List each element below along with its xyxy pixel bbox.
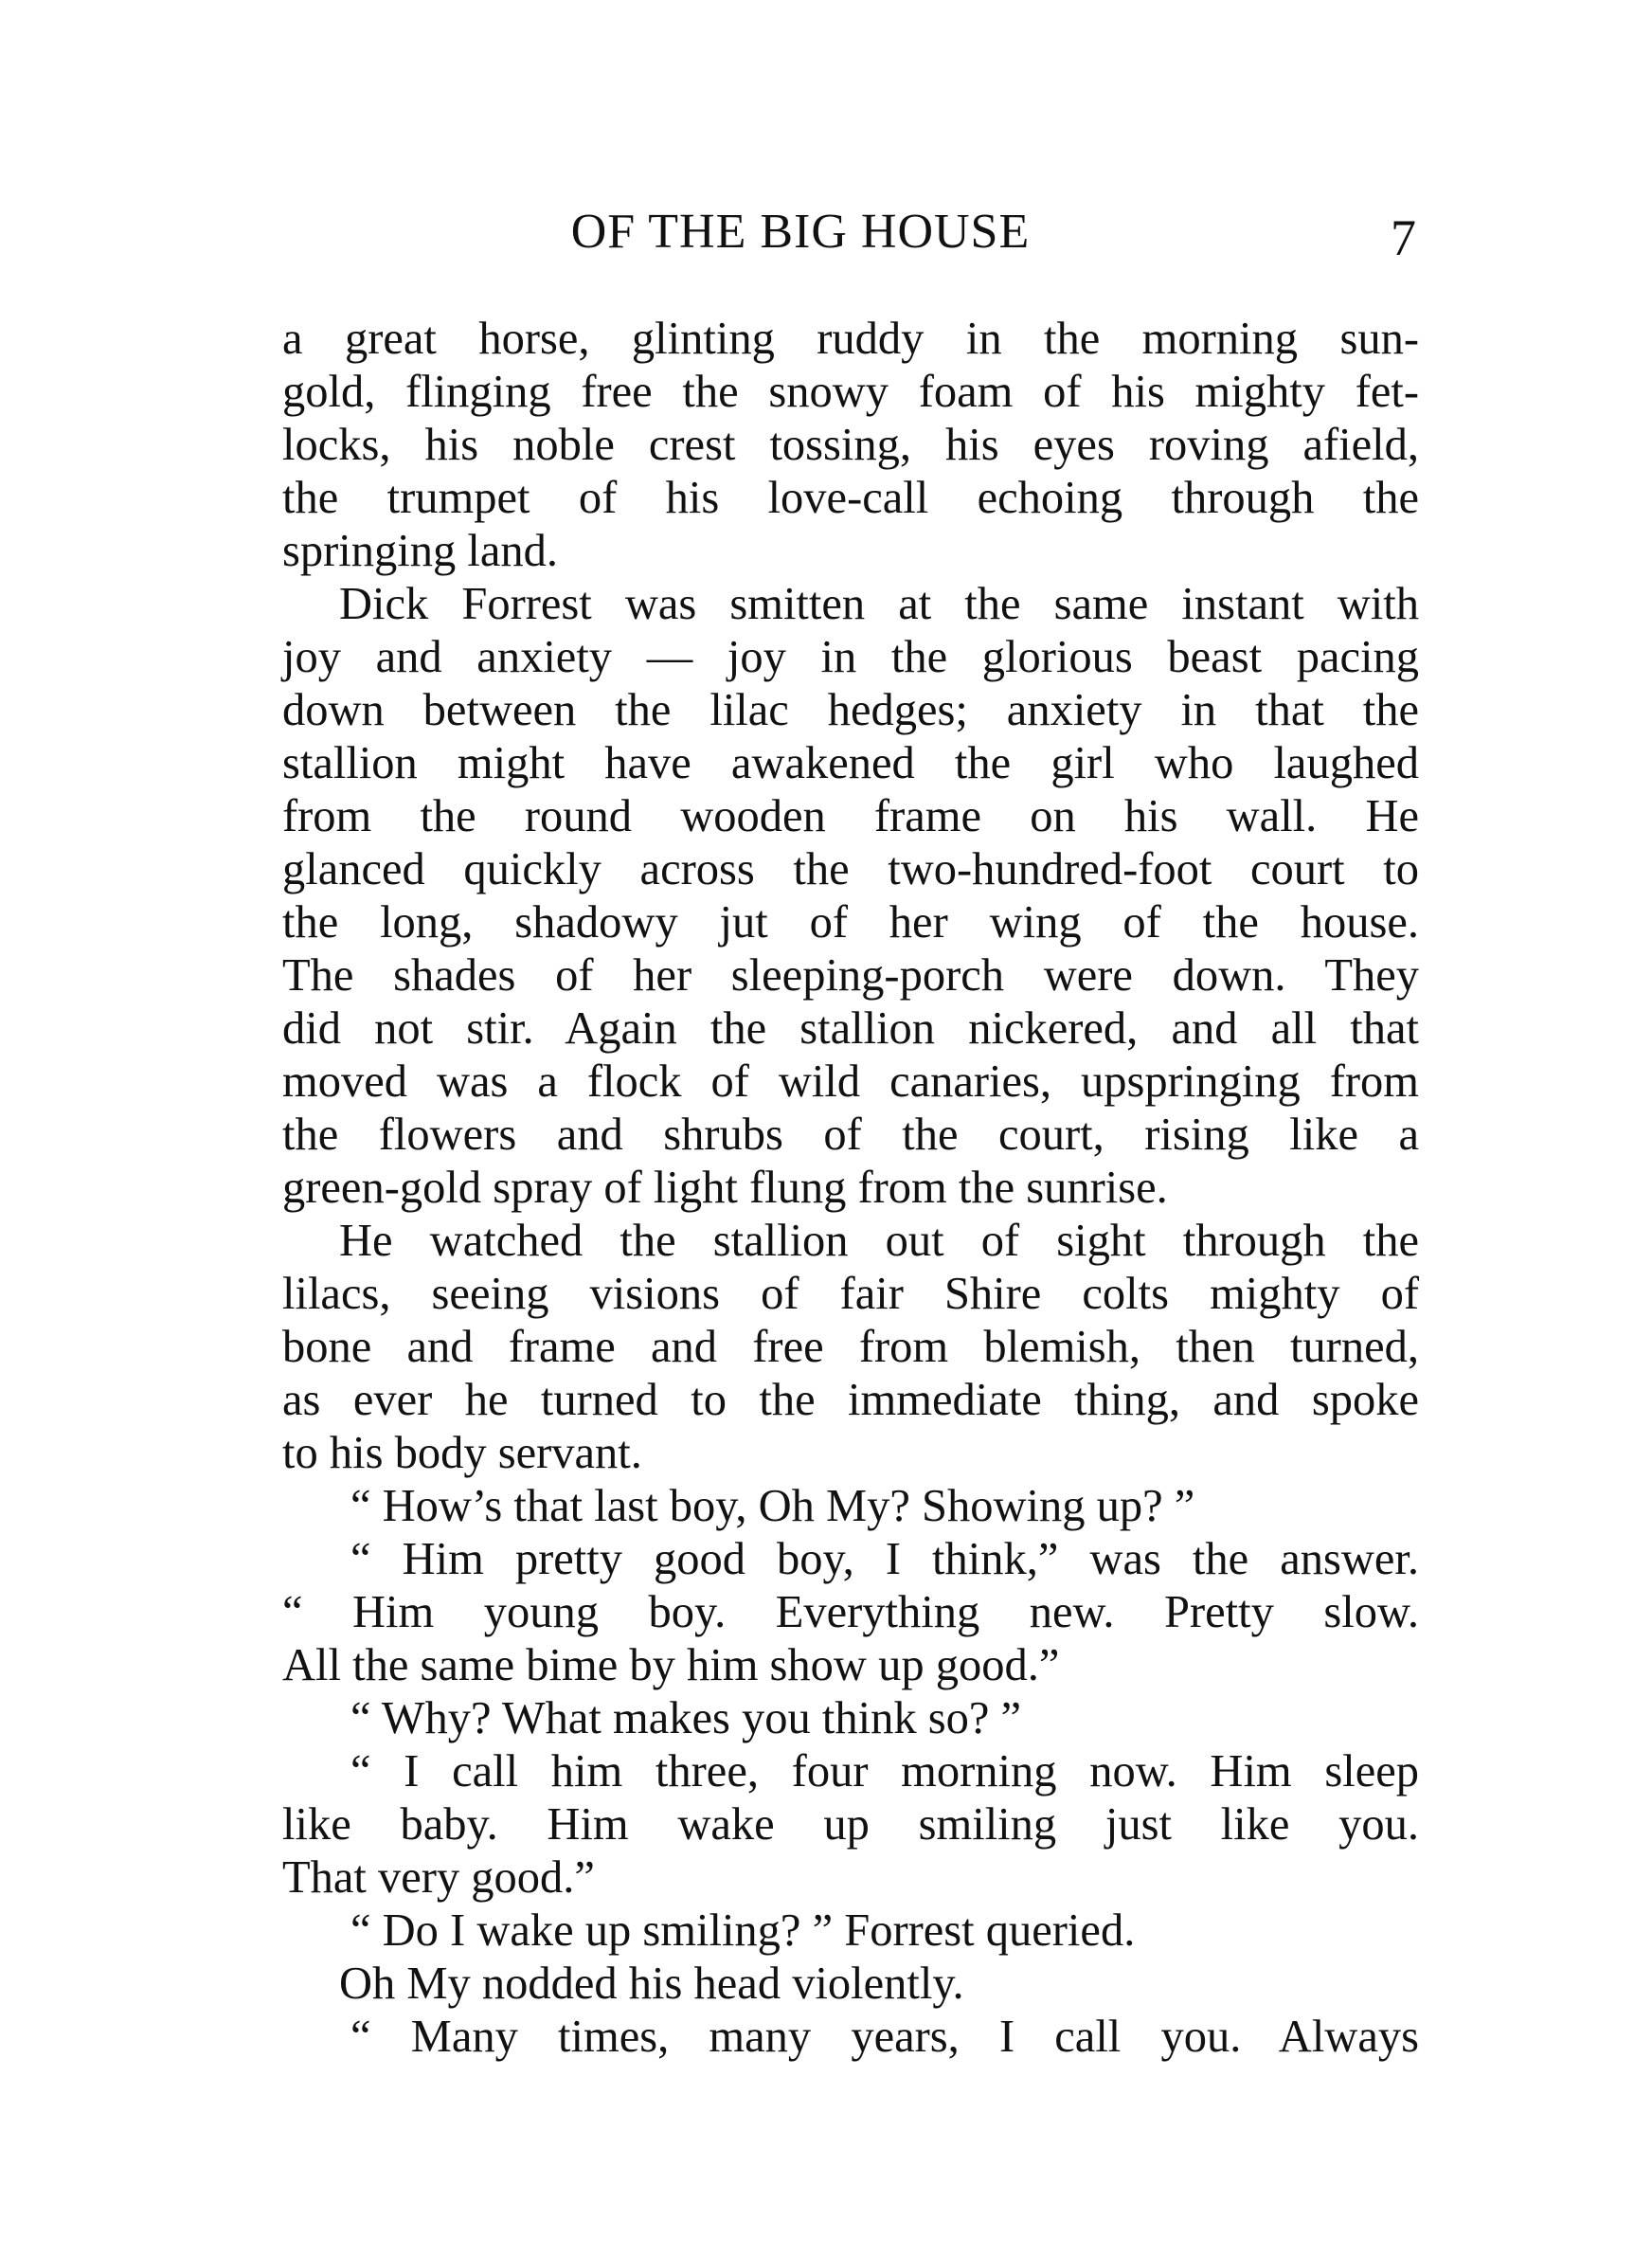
text-line: a great horse, glinting ruddy in the morning sun- (282, 314, 1419, 364)
body-text (282, 313, 1419, 2064)
text-line: Dick Forrest was smitten at the same instant with (339, 579, 1419, 629)
text-line: down between the lilac hedges; anxiety in that the (282, 685, 1419, 735)
text-line: to his body servant. (282, 1428, 642, 1478)
text-line: stallion might have awakened the girl who laughed (282, 738, 1419, 788)
text-line: “ Why? What makes you think so? ” (350, 1693, 1022, 1743)
text-line: the flowers and shrubs of the court, rising like a (282, 1110, 1419, 1160)
text-line: Oh My nodded his head violently. (339, 1959, 964, 2009)
text-line: like baby. Him wake up smiling just like you. (282, 1799, 1419, 1850)
text-line: did not stir. Again the stallion nickered, and all that (282, 1003, 1419, 1054)
text-line: lilacs, seeing visions of fair Shire colts mighty of (282, 1269, 1419, 1319)
text-line: “ Many times, many years, I call you. Always (350, 2012, 1419, 2062)
text-line: green-gold spray of light flung from the sunrise. (282, 1163, 1168, 1213)
text-line: glanced quickly across the two-hundred-foot court to (282, 844, 1419, 894)
running-title: OF THE BIG HOUSE (570, 205, 1031, 259)
text-line: moved was a flock of wild canaries, upspringing from (282, 1056, 1419, 1107)
text-line: “ How’s that last boy, Oh My? Showing up? ” (350, 1481, 1195, 1531)
text-line: “ Do I wake up smiling? ” Forrest queried. (350, 1905, 1136, 1956)
page-number: 7 (1391, 209, 1416, 266)
text-line: The shades of her sleeping-porch were down. They (282, 950, 1419, 1001)
text-line: bone and frame and free from blemish, then turned, (282, 1322, 1419, 1372)
text-line: All the same bime by him show up good.” (282, 1640, 1060, 1690)
text-line: joy and anxiety — joy in the glorious beast pacing (282, 632, 1419, 682)
text-line: He watched the stallion out of sight through the (339, 1216, 1419, 1266)
text-line: the long, shadowy jut of her wing of the house. (282, 897, 1419, 948)
text-line: That very good.” (282, 1852, 595, 1903)
text-line: springing land. (282, 526, 558, 576)
text-line: the trumpet of his love-call echoing through the (282, 473, 1419, 523)
text-line: “ Him young boy. Everything new. Pretty slow. (282, 1587, 1419, 1637)
text-line: from the round wooden frame on his wall. He (282, 791, 1419, 841)
text-line: “ Him pretty good boy, I think,” was the answer. (350, 1534, 1419, 1584)
text-line: as ever he turned to the immediate thing, and spoke (282, 1375, 1419, 1425)
text-line: “ I call him three, four morning now. Him sleep (350, 1746, 1419, 1797)
text-line: locks, his noble crest tossing, his eyes roving afield, (282, 420, 1419, 470)
text-line: gold, flinging free the snowy foam of his mighty fet- (282, 367, 1419, 417)
running-head (279, 194, 1416, 270)
